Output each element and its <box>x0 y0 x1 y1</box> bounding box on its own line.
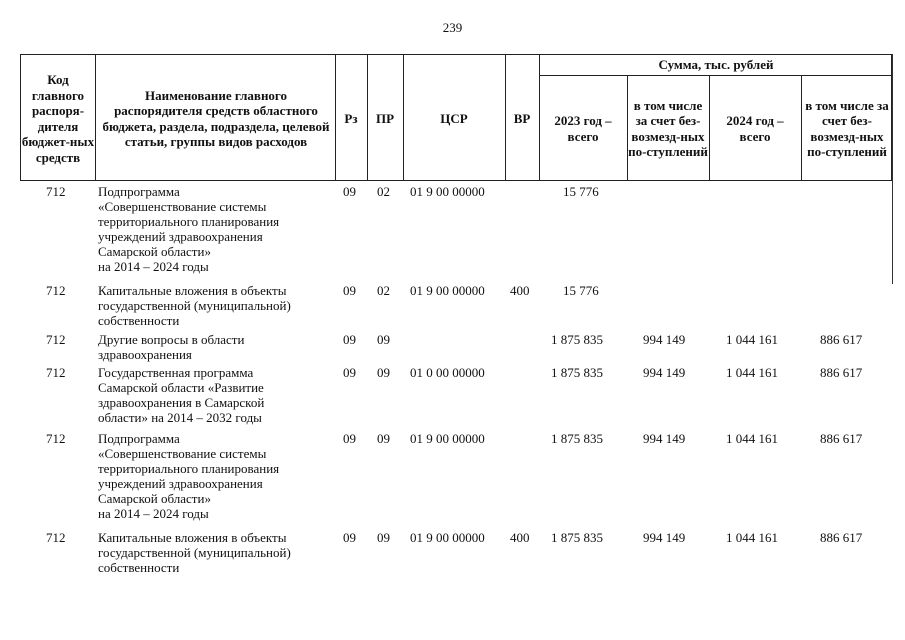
cell-csr: 01 0 00 00000 <box>410 365 485 380</box>
cell-2024-free: 886 617 <box>820 332 863 347</box>
header-2024-free: в том числе за счет без-возмезд-ных по-ступлений <box>805 97 889 159</box>
cell-csr: 01 9 00 00000 <box>410 431 485 446</box>
header-2023-free: в том числе за счет без-возмезд-ных по-ступлений <box>628 97 708 159</box>
cell-rz: 09 <box>343 431 356 446</box>
header-sum: Сумма, тыс. рублей <box>658 57 774 73</box>
cell-2023-free: 994 149 <box>643 365 686 380</box>
cell-name: Другие вопросы в области здравоохранения <box>98 332 245 362</box>
header-csr: ЦСР <box>440 110 468 126</box>
cell-pr: 02 <box>377 283 390 298</box>
cell-2023-total: 15 776 <box>563 184 599 199</box>
header-name: Наименование главного распорядителя средств областного бюджета, раздела, подраздела, целевой статьи, группы видов расходов <box>102 87 330 149</box>
cell-2023-free: 994 149 <box>643 530 686 545</box>
cell-code: 712 <box>46 184 66 199</box>
cell-pr: 09 <box>377 365 390 380</box>
cell-pr: 09 <box>377 530 390 545</box>
cell-rz: 09 <box>343 365 356 380</box>
cell-csr: 01 9 00 00000 <box>410 184 485 199</box>
cell-rz: 09 <box>343 332 356 347</box>
cell-2024-free: 886 617 <box>820 530 863 545</box>
cell-2024-total: 1 044 161 <box>726 365 778 380</box>
cell-vr: 400 <box>510 530 530 545</box>
cell-2024-free: 886 617 <box>820 431 863 446</box>
cell-rz: 09 <box>343 184 356 199</box>
cell-name: Подпрограмма «Совершенствование системы территориального планирования учреждений здравоохранения Самарской области» на 2014 – 2024 годы <box>98 184 280 274</box>
cell-code: 712 <box>46 431 66 446</box>
cell-2023-total: 1 875 835 <box>551 431 603 446</box>
cell-pr: 09 <box>377 431 390 446</box>
cell-2023-total: 1 875 835 <box>551 365 603 380</box>
header-pr: ПР <box>375 110 395 126</box>
cell-name: Подпрограмма «Совершенствование системы территориального планирования учреждений здравоохранения Самарской области» на 2014 – 2024 годы <box>98 431 280 521</box>
cell-2024-total: 1 044 161 <box>726 332 778 347</box>
cell-name: Государственная программа Самарской области «Развитие здравоохранения в Самарской области» на 2014 – 2032 годы <box>98 365 265 425</box>
cell-name: Капитальные вложения в объекты государственной (муниципальной) собственности <box>98 283 291 328</box>
cell-rz: 09 <box>343 530 356 545</box>
cell-2024-free: 886 617 <box>820 365 863 380</box>
header-rz: Рз <box>344 110 358 126</box>
cell-2023-total: 1 875 835 <box>551 530 603 545</box>
header-code: Код главного распоря-дителя бюджет-ных средств <box>21 72 95 165</box>
cell-csr: 01 9 00 00000 <box>410 283 485 298</box>
cell-vr: 400 <box>510 283 530 298</box>
header-vr: ВР <box>513 110 531 126</box>
cell-code: 712 <box>46 365 66 380</box>
cell-2023-total: 15 776 <box>563 283 599 298</box>
cell-code: 712 <box>46 332 66 347</box>
table-header <box>20 54 892 181</box>
cell-code: 712 <box>46 283 66 298</box>
cell-code: 712 <box>46 530 66 545</box>
header-2024-total: 2024 год – всего <box>726 113 784 144</box>
cell-csr: 01 9 00 00000 <box>410 530 485 545</box>
cell-2023-free: 994 149 <box>643 332 686 347</box>
cell-rz: 09 <box>343 283 356 298</box>
header-2023-total: 2023 год – всего <box>554 113 612 144</box>
cell-2024-total: 1 044 161 <box>726 530 778 545</box>
cell-pr: 09 <box>377 332 390 347</box>
cell-2024-total: 1 044 161 <box>726 431 778 446</box>
right-border-line <box>892 54 893 284</box>
page-number: 239 <box>442 20 463 35</box>
cell-2023-free: 994 149 <box>643 431 686 446</box>
cell-2023-total: 1 875 835 <box>551 332 603 347</box>
cell-name: Капитальные вложения в объекты государственной (муниципальной) собственности <box>98 530 291 575</box>
cell-pr: 02 <box>377 184 390 199</box>
